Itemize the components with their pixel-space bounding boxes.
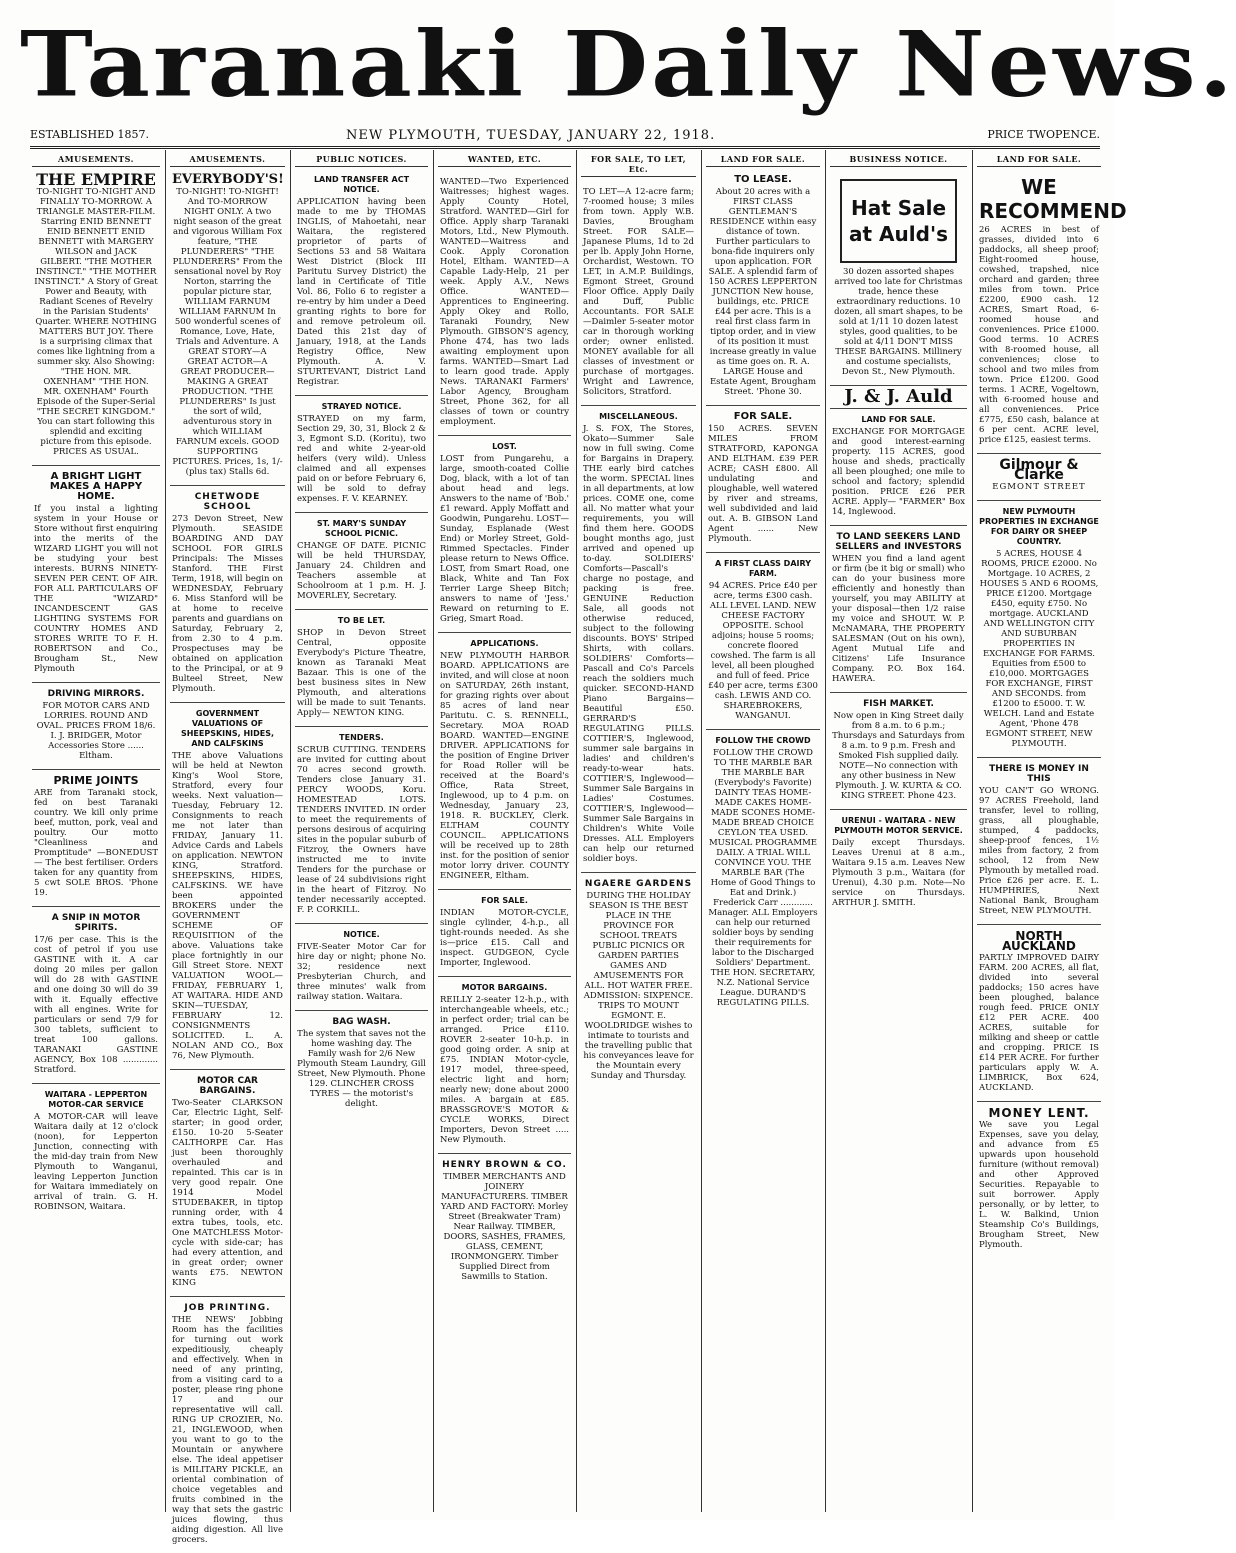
advert <box>977 760 1101 925</box>
advert-body: WANTED—Two Experienced Waitresses; highest wages. Apply County Hotel, Stratford. WANTED—Girl for Office. Apply sharp Taranaki Motors, Ltd., New Plymouth. WANTED—Waitress and Cook. Apply Coronation Hotel, Eltham. WANTED—A Capable Lady-Help, 21 per week. Apply A.V., News Office. WANTED—Apprentices to Engineering. Apply Okey and Rollo, Taranaki Foundry, New Plymouth. GIBSON'S agency, Phone 474, has two lads awaiting employment upon farms. WANTED—Smart Lad to learn good trade. Apply News. TARANAKI Farmers' Labor Agency, Brougham Street, Phone 362, for all classes of town or country employment. <box>440 177 569 427</box>
advert <box>581 408 696 873</box>
advert-body: INDIAN MOTOR-CYCLE, single cylinder, 4-h.p., all tight-rounds needed. As she is—price £15. Call and inspect. GUDGEON, Cycle Importer, Inglewood. <box>440 908 569 968</box>
advert-body: 150 ACRES. SEVEN MILES FROM STRATFORD, KAPONGA AND ELTHAM. £39 PER ACRE; CASH £800. All undulating and ploughable, well watered by river and streams, well subdivided and laid out. A. B. GIBSON Land Agent ...... New Plymouth. <box>708 424 818 544</box>
advert-heading: JOB PRINTING. <box>184 1303 271 1313</box>
established-line: ESTABLISHED 1857. <box>30 128 149 141</box>
advert-body: 94 ACRES. Price £40 per acre, terms £300 cash. ALL LEVEL LAND. NEW CHEESE FACTORY OPPOSITE. School adjoins; house 5 rooms; concrete floored cowshed. The farm is all level, all been ploughed and full of feed. Price £40 per acre, terms £300 cash. LEWIS AND CO. SHAREBROKERS, WANGANUI. <box>708 581 818 721</box>
advert-heading: NORTH AUCKLAND <box>1002 929 1076 953</box>
advert-body: A MOTOR-CAR will leave Waitara daily at 12 o'clock (noon), for Lepperton Junction, connecting with the mid-day train from New Plymouth to Wanganui, leaving Lepperton Junction for Waitara immediately on arrival of train. G. H. ROBINSON, Waitara. <box>34 1112 158 1212</box>
advert-body: About 20 acres with a FIRST CLASS GENTLEMAN'S RESIDENCE within easy distance of town. Further particulars to bona-fide inquirers only upon application. FOR SALE. A splendid farm of 150 ACRES LEPPERTON JUNCTION New house, buildings, etc. PRICE £44 per acre. This is a real first class farm in tiptop order, and in view of its position it must increase greatly in value as time goes on. R. A. LARGE House and Estate Agent, Brougham Street. 'Phone 30. <box>708 187 818 397</box>
advert <box>438 979 571 1154</box>
advert-heading: GOVERNMENT VALUATIONS OF SHEEPSKINS, HIDES, AND CALFSKINS <box>180 709 275 748</box>
advert <box>977 503 1101 758</box>
advert-body: SCRUB CUTTING. TENDERS are invited for cutting about 70 acres second growth. Tenders close January 31. PERCY WOODS, Koru. HOMESTEAD LOTS. TENDERS INVITED. IN order to meet the requirements of persons desirous of acquiring sites in the popular suburb of Fitzroy, the Owners have instructed me to invite Tenders for the purchase or lease of 24 subdivisions right in the heart of Fitzroy. No tender necessarily accepted. F. P. CORKILL. <box>297 745 426 915</box>
advert-heading: MONEY LENT. <box>988 1106 1090 1120</box>
advert-body: 273 Devon Street, New Plymouth. SEASIDE BOARDING AND DAY SCHOOL FOR GIRLS Principals: The Misses Stanford. THE First Term, 1918, will begin on WEDNESDAY, February 6. Miss Stanford will be at home to receive parents and guardians on Saturday, February 2, from 2.30 to 4 p.m. Prospectuses may be obtained on application to the Principal, or at 9 Bulteel Street, New Plymouth. <box>172 514 283 694</box>
advert <box>438 171 571 436</box>
advert-heading: TO BE LET. <box>337 616 386 625</box>
advert-heading: URENUI - WAITARA - NEW PLYMOUTH MOTOR SERVICE. <box>834 816 963 835</box>
advert-heading: NOTICE. <box>343 930 380 939</box>
advert-heading: MOTOR BARGAINS. <box>461 983 548 992</box>
column-amusements-2 <box>170 152 285 1545</box>
advert <box>581 875 696 1089</box>
column-header: PUBLIC NOTICES. <box>295 152 428 167</box>
advert <box>581 181 696 406</box>
advert <box>295 612 428 727</box>
advert <box>170 1299 285 1553</box>
hat-sale-heading: Hat Sale at Auld's <box>840 179 957 263</box>
advert-body: J. S. FOX, The Stores, Okato—Summer Sale now in full swing. Come for Bargains in Drapery. THE early bird catches the worm. SPECIAL lines in all departments, at low prices. COME one, come all. No matter what your requirements, you will find them here. GOODS bought months ago, just arrived and opened up to-day. SOLDIERS' Comforts—Pascall's charge no postage, and packing is free. GENUINE Reduction Sale, all goods not otherwise reduced, subject to the following discounts. BOYS' Striped Shirts, with collars. SOLDIERS' Comforts—Pascall and Co's Parcels reach the soldiers much quicker. SECOND-HAND Piano Bargains—Beautiful £50. GERRARD'S REGULATING PILLS. COTTIER'S, Inglewood, summer sale bargains in ladies' and children's ready-to-wear hats. COTTIER'S, Inglewood—Summer Sale Bargains in Ladies' Costumes. COTTIER'S, Inglewood—Summer Sale Bargains in Children's White Voile Dresses. ALL Employers can help our returned soldier boys. <box>583 424 694 864</box>
advert-heading: STRAYED NOTICE. <box>321 402 402 411</box>
advert-heading: LAND FOR SALE. <box>861 415 936 424</box>
advert-body: FOR MOTOR CARS AND LORRIES. ROUND AND OVAL. PRICES FROM 18/6. I. J. BRIDGER, Motor Accessories Store ...... Eltham. <box>36 701 156 761</box>
advert-body: STRAYED on my farm, Section 29, 30, 31, Block 2 & 3, Egmont S.D. (Koritu), two red and white 2-year-old heifers (very wild). Unless claimed and all expenses paid on or before February 6, will be sold to defray expenses. F. V. KEARNEY. <box>297 414 426 504</box>
advert-heading: TENDERS. <box>339 733 384 742</box>
advert <box>170 1072 285 1297</box>
column-land-for-sale <box>706 152 820 1512</box>
column-rule <box>825 150 826 1512</box>
advert <box>32 171 160 466</box>
advert-heading: EVERYBODY'S! <box>172 172 284 187</box>
column-rule <box>433 150 434 1512</box>
advert-body: 30 dozen assorted shapes arrived too late for Christmas trade, hence these extraordinary reductions. 10 dozen, all smart shapes, to be sold at 1/11 10 dozen latest styles, good qualities, to be sold at 4/11 DON'T MISS THESE BARGAINS. Millinery and costume specialists, Devon St., New Plymouth. <box>834 267 963 377</box>
advert <box>706 732 820 1016</box>
advert-body: THE NEWS' Jobbing Room has the facilities for turning out work expeditiously, cheaply and effectively. When in need of any printing, from a visiting card to a poster, please ring phone 17 and our representative will call. RING UP CROZIER, No. 21, INGLEWOOD, when you want to go to the Mountain or anywhere else. The ideal appetiser is MILITARY PICKLE, an oriental combination of choice vegetables and fruits combined in the way that sets the gastric juices flowing, thus aiding digestion. All live grocers. <box>172 1315 283 1545</box>
masthead-title: Taranaki Daily News. <box>20 11 1236 118</box>
advert-body: TO LET—A 12-acre farm; 7-roomed house; 3 miles from town. Apply W.B. Davies, Brougham Street. FOR SALE—Japanese Plums, 1d to 2d per lb. Apply John Horne, Orchardist, Westown. TO LET, in A.M.P. Buildings, Egmont Street, Ground Floor Office. Apply Daily and Duff, Public Accountants. FOR SALE—Daimler 5-seater motor car in thorough working order; owner enlisted. MONEY available for all classes of investment or purchase of mortgages. Wright and Lawrence, Solicitors, Stratford. <box>583 187 694 397</box>
advert-body: PARTLY IMPROVED DAIRY FARM. 200 ACRES, all flat, divided into several paddocks; 150 acres have been ploughed, balance rough feed. PRICE ONLY £12 PER ACRE. 400 ACRES, suitable for milking and sheep or cattle and cropping. PRICE IS £14 PER ACRE. For further particulars apply W. A. LIMBRICK, Box 624, AUCKLAND. <box>979 953 1099 1093</box>
advert <box>170 705 285 1070</box>
advert-body: EGMONT STREET <box>992 482 1086 492</box>
dateline <box>30 128 1100 148</box>
date-place-line: NEW PLYMOUTH, TUESDAY, JANUARY 22, 1918. <box>346 128 716 143</box>
advert <box>438 438 571 633</box>
column-for-sale <box>581 152 696 1512</box>
advert-body: FIVE-Seater Motor Car for hire day or night; phone No. 32; residence next Presbyterian Church, and three minutes' walk from railway station. Waitara. <box>297 942 426 1002</box>
advert-heading: BAG WASH. <box>332 1017 391 1027</box>
advert-body: SHOP in Devon Street Central, opposite Everybody's Picture Theatre, known as Taranaki Meat Bazaar. This is one of the best business sites in New Plymouth, and alterations will be made to suit Tenants. Apply— NEWTON KING. <box>297 628 426 718</box>
advert-heading: WE RECOMMEND <box>979 175 1127 223</box>
advert-body: 17/6 per case. This is the cost of petrol if you use GASTINE with it. A car doing 20 miles per gallon will do 28 with GASTINE and one doing 30 will do 39 with it. Equally effective with all engines. Write for particulars or send 7/9 for 300 tablets, sufficient to treat 100 gallons. TARANAKI GASTINE AGENCY, Box 108 ............. Stratford. <box>34 935 158 1075</box>
advert <box>706 408 820 553</box>
advert-body: Daily except Thursdays. Leaves Urenui at 8 a.m., Waitara 9.15 a.m. Leaves New Plymouth 3 p.m., Waitara (for Urenui), 4.30 p.m. Note—No service on Thursdays. ARTHUR J. SMITH. <box>832 838 965 908</box>
column-header: BUSINESS NOTICE. <box>830 152 967 167</box>
advert <box>977 927 1101 1102</box>
advert-heading: MISCELLANEOUS. <box>599 412 678 421</box>
advert-body: If you instal a lighting system in your House or Store without first enquiring into the merits of the WIZARD LIGHT you will not be studying your best interests. BURNS NINETY-SEVEN PER CENT. OF AIR. FOR ALL PARTICULARS OF THE "WIZARD" INCANDESCENT GAS LIGHTING SYSTEMS FOR COUNTRY HOMES AND STORES WRITE TO F. H. ROBERTSON and Co., Brougham St., New Plymouth <box>34 504 158 674</box>
column-header: AMUSEMENTS. <box>32 152 160 167</box>
advert-heading: Gilmour & Clarke <box>999 457 1079 483</box>
advert-body: 26 ACRES in best of grasses, divided into 6 paddocks, all sheep proof; Eight-roomed house, cowshed, trapshed, nice orchard and garden; three miles from town. Price £2200, £900 cash. 12 ACRES, Smart Road, 6-roomed house and conveniences. Price £1000. Good terms. 10 ACRES with 8-roomed house, all conveniences; close to school and two miles from town. Price £1200. Good terms. 1 ACRE, Vogeltown, with 6-roomed house and all conveniences. Price £775, £50 cash, balance at 6 per cent. ACRE level, price £125, easiest terms. <box>979 225 1099 445</box>
advert-heading: HENRY BROWN & CO. <box>442 1160 567 1170</box>
advert <box>830 812 967 916</box>
advert-heading: FISH MARKET. <box>863 699 934 709</box>
advert-body: LOST from Pungarehu, a large, smooth-coated Collie Dog, black, with a lot of tan about head and legs. Answers to the name of 'Bob.' £1 reward. Apply Moffatt and Goodwin, Pungarehu. LOST—Sunday, Esplanade (West End) or Morley Street, Gold-Rimmed Spectacles. Finder please return to News Office. LOST, from Smart Road, one Black, White and Tan Fox Terrier Large Sheep Bitch; answers to name of 'Jess.' Reward on returning to E. Grieg, Smart Road. <box>440 454 569 624</box>
advert <box>295 171 428 396</box>
advert-heading: THERE IS MONEY IN THIS <box>989 764 1089 784</box>
column-rule <box>165 150 166 1512</box>
advert-heading: DRIVING MIRRORS. <box>47 689 145 699</box>
column-rule <box>701 150 702 1512</box>
advert-body: TIMBER MERCHANTS AND JOINERY MANUFACTURERS. TIMBER YARD AND FACTORY: Morley Street (Breakwater Tram) Near Railway. TIMBER, DOORS, SASHES, FRAMES, GLASS, CEMENT, IRONMONGERY. Timber Supplied Direct from Sawmills to Station. <box>440 1172 569 1282</box>
advert-heading: FOR SALE. <box>733 411 793 422</box>
price-line: PRICE TWOPENCE. <box>987 128 1100 141</box>
advert-body: YOU CAN'T GO WRONG. 97 ACRES Freehold, land transfer, level to rolling, grass, all ploughable, stumped, 4 paddocks, sheep-proof fences, 1½ miles from factory, 2 from school, 12 from New Plymouth by metalled road. Price £26 per acre. E. L. HUMPHRIES, Next National Bank, Brougham Street, NEW PLYMOUTH. <box>979 786 1099 916</box>
advert <box>295 1013 428 1117</box>
advert <box>706 555 820 730</box>
advert-body: DURING THE HOLIDAY SEASON IS THE BEST PLACE IN THE PROVINCE FOR SCHOOL TREATS PUBLIC PICNICS OR GARDEN PARTIES GAMES AND AMUSEMENTS FOR ALL. HOT WATER FREE. ADMISSION: SIXPENCE. TRIPS TO MOUNT EGMONT. E. WOOLDRIDGE wishes to intimate to tourists and the travelling public that his conveyances leave for the Mountain every Sunday and Thursday. <box>583 891 694 1081</box>
advert-heading: LOST. <box>492 442 517 451</box>
advert-heading: ST. MARY'S SUNDAY SCHOOL PICNIC. <box>316 519 407 538</box>
advert <box>32 685 160 770</box>
advert-body: THE above Valuations will be held at Newton King's Wool Store, Stratford, every four weeks. Next valuation—Tuesday, February 12. Consignments to reach me not later than FRIDAY, January 11. Advice Cards and Labels on application. NEWTON KING, Stratford. SHEEPSKINS, HIDES, CALFSKINS. WE have been appointed BROKERS under the GOVERNMENT SCHEME OF REQUISITION of the above. Valuations take place fortnightly in our Gill Street Store. NEXT VALUATION WOOL—FRIDAY, FEBRUARY 1, AT WAITARA. HIDE AND SKIN—TUESDAY, FEBRUARY 12. CONSIGNMENTS SOLICITED. L. A. NOLAN AND CO., Box 76, New Plymouth. <box>172 751 283 1061</box>
advert <box>830 388 967 409</box>
advert-heading: J. & J. Auld <box>844 386 953 407</box>
advert-heading: A BRIGHT LIGHT MAKES A HAPPY HOME. <box>49 471 143 502</box>
column-wanted <box>438 152 571 1512</box>
advert-heading: THE EMPIRE <box>36 170 156 189</box>
advert-body: ARE from Taranaki stock, fed on best Taranaki country. We kill only prime beef, mutton, pork, veal and poultry. Our motto "Cleanliness and Promptitude" —BONEDUST— The best fertiliser. Orders taken for any quantity from 5 cwt SOLE BROS. 'Phone 19. <box>34 788 158 898</box>
column-rule <box>972 150 973 1512</box>
advert-heading: TO LEASE. <box>734 174 792 185</box>
advert <box>32 772 160 907</box>
advert <box>830 528 967 693</box>
advert-body: TO-NIGHT TO-NIGHT AND FINALLY TO-MORROW. A TRIANGLE MASTER-FILM. Starring ENID BENNETT ENID BENNETT ENID BENNETT with MARGERY WILSON and JACK GILBERT. "THE MOTHER INSTINCT." "THE MOTHER INSTINCT." A Story of Great Power and Beauty, with Radiant Scenes of Revelry in the Parisian Students' Quarter. WHERE NOTHING MATTERS BUT JOY. There is a surprising climax that comes like lightning from a summer sky. Also Showing: "THE HON. MR. OXENHAM" "THE HON. MR. OXENHAM" Fourth Episode of the Super-Serial "THE SECRET KINGDOM." You can start following this splendid and exciting picture from this episode. PRICES AS USUAL. <box>34 187 158 457</box>
advert <box>438 1156 571 1290</box>
column-header: LAND FOR SALE. <box>706 152 820 167</box>
advert-heading: NGAERE GARDENS <box>584 879 693 889</box>
advert <box>830 171 967 386</box>
advert <box>830 411 967 526</box>
advert-heading: MOTOR CAR BARGAINS. <box>197 1076 258 1096</box>
column-header: FOR SALE, TO LET, Etc. <box>581 152 696 177</box>
advert-heading: PRIME JOINTS <box>53 774 139 787</box>
advert-heading: NEW PLYMOUTH PROPERTIES IN EXCHANGE FOR DAIRY OR SHEEP COUNTRY. <box>979 507 1099 546</box>
advert <box>438 892 571 977</box>
advert-heading: FOLLOW THE CROWD <box>715 736 811 745</box>
advert-heading: FOR SALE. <box>481 896 528 905</box>
advert-body: Now open in King Street daily from 8 a.m. to 6 p.m.; Thursdays and Saturdays from 8 a.m. to 9 p.m. Fresh and Smoked Fish supplied daily. NOTE—No connection with any other business in New Plymouth. J. W. KURTA & CO. KING STREET. Phone 423. <box>832 711 965 801</box>
advert <box>170 171 285 486</box>
advert-body: REILLY 2-seater 12-h.p., with interchangeable wheels, etc.; in perfect order; trial can be arranged. Price £110. ROVER 2-seater 10-h.p. in good going order. A snip at £75. INDIAN Motor-cycle, 1917 model, three-speed, electric light and horn; nearly new; done about 2000 miles. A bargain at £85. BRASSGROVE'S MOTOR & CYCLE WORKS, Direct Importers, Devon Street ..... New Plymouth. <box>440 995 569 1145</box>
advert-heading: APPLICATIONS. <box>470 639 539 648</box>
advert-body: The system that saves not the home washing day. The Family wash for 2/6 New Plymouth Steam Laundry, Gill Street, New Plymouth. Phone 129. CLINCHER CROSS TYRES — the motorist's delight. <box>297 1029 426 1109</box>
column-header: LAND FOR SALE. <box>977 152 1101 167</box>
advert <box>32 468 160 683</box>
advert-heading: LAND TRANSFER ACT NOTICE. <box>313 175 410 194</box>
advert-body: EXCHANGE FOR MORTGAGE and good interest-earning property. 115 ACRES, good house and sheds, practically all been ploughed; one mile to school and factory; splendid position. PRICE £26 PER ACRE. Apply— "FARMER" Box 14, Inglewood. <box>832 427 965 517</box>
advert-body: We save you Legal Expenses, save you delay, and advance from £5 upwards upon household furniture (without removal) and other Approved Securities. Repayable to suit borrower. Apply personally, or by letter, to L. W. Balkind, Union Steamship Co's Buildings, Brougham Street, New Plymouth. <box>979 1120 1099 1250</box>
advert <box>32 1086 160 1220</box>
advert <box>170 488 285 703</box>
advert <box>295 926 428 1011</box>
advert <box>977 1104 1101 1258</box>
advert-body: NEW PLYMOUTH HARBOR BOARD. APPLICATIONS are invited, and will close at noon on SATURDAY, 26th instant, for grazing rights over about 85 acres of land near Paritutu. C. S. RENNELL, Secretary. MOA ROAD BOARD. WANTED—ENGINE DRIVER. APPLICATIONS for the position of Engine Driver for Road Roller will be received at the Board's Office, Rata Street, Inglewood, up to 4 p.m. on Wednesday, January 23, 1918. R. BUCKLEY, Clerk. ELTHAM COUNTY COUNCIL. APPLICATIONS will be received up to 28th inst. for the position of senior motor lorry driver. COUNTY ENGINEER, Eltham. <box>440 651 569 881</box>
advert-heading: TO LAND SEEKERS LAND SELLERS and INVESTORS <box>835 532 962 552</box>
advert <box>977 456 1101 501</box>
advert-body: TO-NIGHT! TO-NIGHT! And TO-MORROW NIGHT ONLY. A two night season of the great and vigorous William Fox feature, "THE PLUNDERERS" "THE PLUNDERERS" From the sensational novel by Roy Norton, starring the popular picture star, WILLIAM FARNUM WILLIAM FARNUM In 500 wonderful scenes of Romance, Love, Hate, Trials and Adventure. A GREAT STORY—A GREAT ACTOR—A GREAT PRODUCER—MAKING A GREAT PRODUCTION. "THE PLUNDERERS" Is just the sort of wild, adventurous story in which WILLIAM FARNUM excels. GOOD SUPPORTING PICTURES. Prices, 1s, 1/- (plus tax) Stalls 6d. <box>172 187 283 477</box>
column-rule <box>290 150 291 1512</box>
advert <box>295 398 428 513</box>
advert <box>830 695 967 810</box>
advert <box>977 171 1127 454</box>
advert-heading: A SNIP IN MOTOR SPIRITS. <box>51 913 141 933</box>
masthead-rule <box>30 146 1100 149</box>
column-land-for-sale-2 <box>977 152 1127 1512</box>
column-header: AMUSEMENTS. <box>170 152 285 167</box>
advert-body: WHEN you find a land agent or firm (be it big or small) who can do your business more efficiently and honestly than yourself, you may ABILITY at your disposal—then 1/2 raise my voice and SHOUT. W. P. McNAMARA, THE PROPERTY SALESMAN (Out on his own), Agent Mutual Life and Citizens' Life Insurance Company. P.O. Box 164. HAWERA. <box>832 554 965 684</box>
advert <box>32 909 160 1084</box>
advert-body: FOLLOW THE CROWD TO THE MARBLE BAR THE MARBLE BAR (Everybody's Favorite) DAINTY TEAS HOME-MADE CAKES HOME-MADE SCONES HOME-MADE BREAD CHOICE CEYLON TEA USED. MUSICAL PROGRAMME DAILY. A TRIAL WILL CONVINCE YOU. THE MARBLE BAR (The Home of Good Things to Eat and Drink.) Frederick Carr ............ Manager. ALL Employers can help our returned soldier boys by sending their requirements for labor to the Discharged Soldiers' Department. THE HON. SECRETARY, N.Z. National Service League. DURAND'S REGULATING PILLS. <box>708 748 818 1008</box>
advert <box>295 515 428 610</box>
advert-body: APPLICATION having been made to me by THOMAS INGLIS, of Mahoetahi, near Waitara, the registered proprietor of parts of Sections 53 and 58 Waitara West District (Block III Paritutu Survey District) the land in Certificate of Title Vol. 86, Folio 6 to register a re-entry by him under a Deed granting rights to bore for and remove petroleum oil. Dated this 21st day of January, 1918, at the Lands Registry Office, New Plymouth. A. V. STURTEVANT, District Land Registrar. <box>297 197 426 387</box>
column-amusements-1 <box>32 152 160 1512</box>
column-business-notice <box>830 152 967 1512</box>
column-public-notices <box>295 152 428 1512</box>
advert <box>295 729 428 924</box>
advert-heading: WAITARA - LEPPERTON MOTOR-CAR SERVICE <box>44 1090 148 1109</box>
advert-heading: CHETWODE SCHOOL <box>194 492 261 512</box>
advert-body: 5 ACRES, HOUSE 4 ROOMS, PRICE £2000. No Mortgage. 10 ACRES, 2 HOUSES 5 AND 6 ROOMS, PRICE £1200. Mortgage £450, equity £750. No mortgage. AUCKLAND AND WELLINGTON CITY AND SUBURBAN PROPERTIES IN EXCHANGE FOR FARMS. Equities from £500 to £10,000. MORTGAGES FOR EXCHANGE, FIRST AND SECONDS. from £1200 to £5000. T. W. WELCH. Land and Estate Agent, 'Phone 478 EGMONT STREET, NEW PLYMOUTH. <box>979 549 1099 749</box>
advert-heading: A FIRST CLASS DAIRY FARM. <box>714 559 811 578</box>
advert-body: CHANGE OF DATE. PICNIC will be held THURSDAY, January 24. Children and Teachers assemble at Schoolroom at 1 p.m. H. J. MOVERLEY, Secretary. <box>297 541 426 601</box>
advert <box>706 171 820 406</box>
advert <box>438 635 571 890</box>
advert-body: Two-Seater CLARKSON Car, Electric Light, Self-starter; in good order, £150. 10-20 5-Seater CALTHORPE Car. Has just been thoroughly overhauled and repainted. This car is in very good repair. One 1914 Model STUDEBAKER, in tiptop running order, with 4 extra tubes, tools, etc. One MATCHLESS Motor-cycle with side-car; has had every attention, and in great order; owner wants £75. NEWTON KING <box>172 1098 283 1288</box>
column-rule <box>576 150 577 1512</box>
column-header: WANTED, ETC. <box>438 152 571 167</box>
